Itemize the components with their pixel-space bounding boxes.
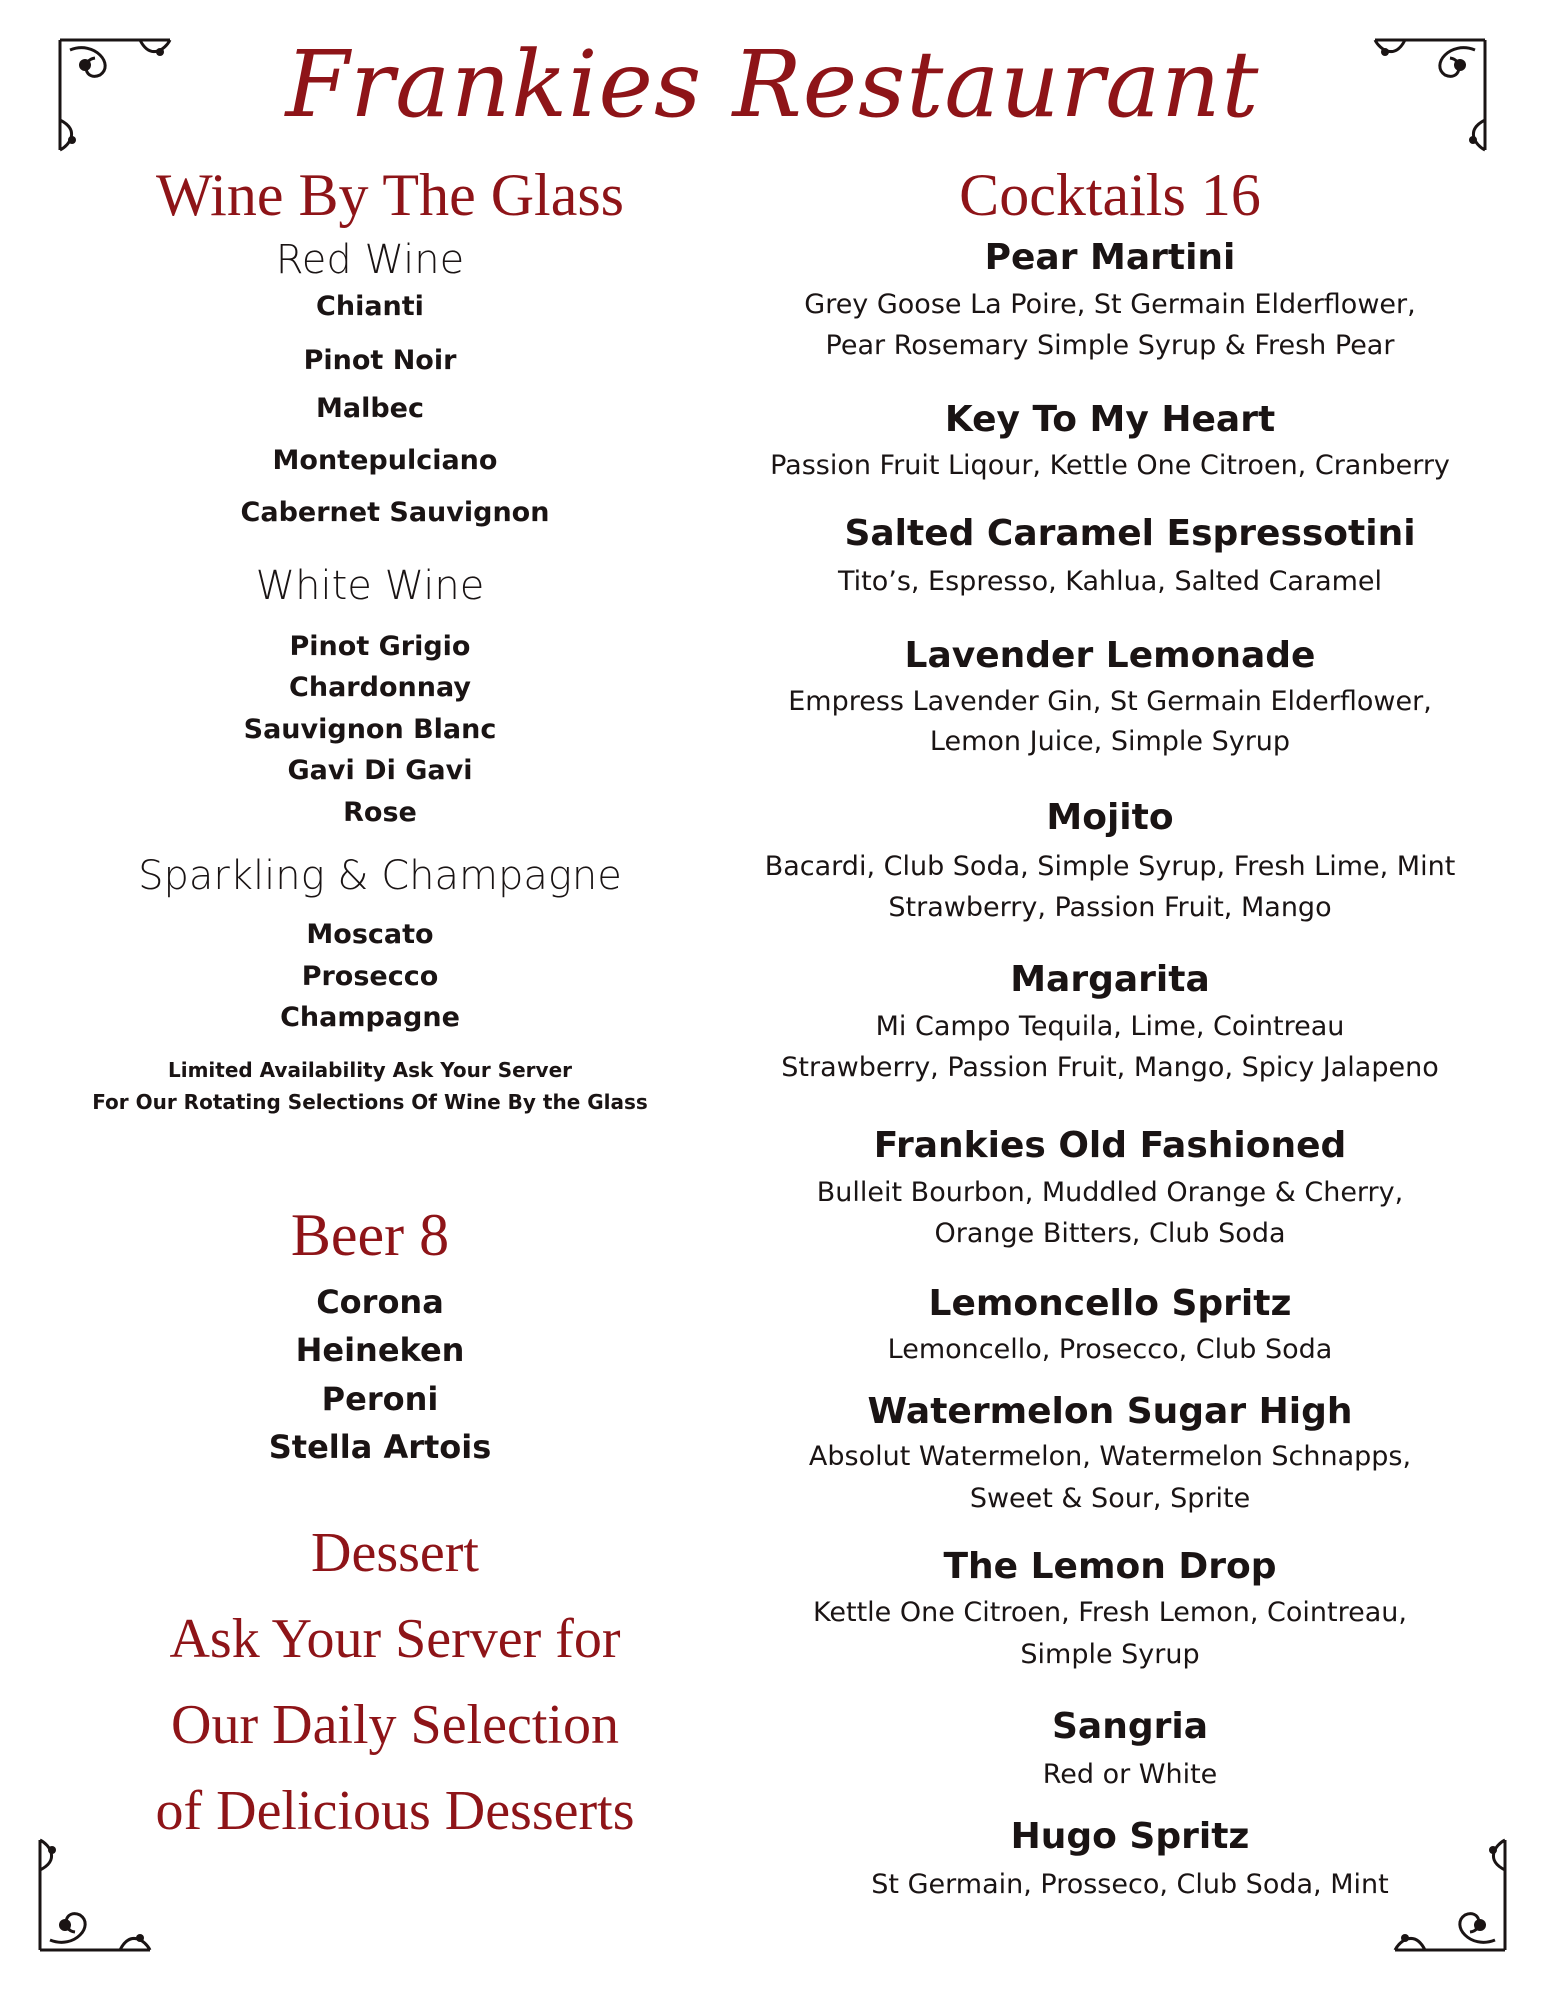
- cocktail-name: Salted Caramel Espressotini: [844, 513, 1416, 554]
- beer-item: Heineken: [295, 1331, 465, 1369]
- cocktail-name: Key To My Heart: [944, 399, 1276, 440]
- wine-item: Moscato: [306, 919, 434, 950]
- beer-item: Corona: [316, 1283, 444, 1321]
- cocktail-desc: Lemon Juice, Simple Syrup: [929, 726, 1291, 757]
- wine-item: Montepulciano: [272, 445, 498, 476]
- cocktail-desc: Simple Syrup: [1020, 1639, 1200, 1670]
- wine-item: Sauvignon Blanc: [243, 714, 497, 745]
- cocktail-desc: Absolut Watermelon, Watermelon Schnapps,: [808, 1441, 1412, 1472]
- cocktail-name: The Lemon Drop: [943, 1546, 1277, 1587]
- white-wine-label: White Wine: [255, 563, 485, 609]
- wine-item: Gavi Di Gavi: [287, 755, 473, 786]
- cocktail-desc: Bulleit Bourbon, Muddled Orange & Cherry,: [816, 1177, 1404, 1208]
- wine-item: Pinot Grigio: [289, 631, 471, 662]
- wine-heading: Wine By The Glass: [155, 162, 625, 228]
- cocktail-name: Frankies Old Fashioned: [873, 1125, 1347, 1166]
- beer-heading: Beer 8: [290, 1202, 450, 1268]
- wine-item: Malbec: [316, 393, 424, 424]
- dessert-line: Our Daily Selection: [171, 1694, 619, 1756]
- cocktail-desc: Sweet & Sour, Sprite: [969, 1483, 1251, 1514]
- red-wine-label: Red Wine: [275, 237, 465, 283]
- cocktail-name: Lemoncello Spritz: [928, 1283, 1292, 1324]
- cocktail-name: Pear Martini: [984, 237, 1236, 278]
- cocktail-desc: Strawberry, Passion Fruit, Mango, Spicy Jalapeno: [781, 1052, 1439, 1083]
- cocktail-desc: Strawberry, Passion Fruit, Mango: [888, 892, 1332, 923]
- cocktail-desc: Tito’s, Espresso, Kahlua, Salted Caramel: [837, 566, 1383, 597]
- cocktail-desc: Mi Campo Tequila, Lime, Cointreau: [875, 1011, 1345, 1042]
- cocktail-name: Mojito: [1046, 797, 1174, 838]
- cocktail-desc: Pear Rosemary Simple Syrup & Fresh Pear: [825, 330, 1395, 361]
- wine-item: Champagne: [280, 1002, 460, 1033]
- wine-note: For Our Rotating Selections Of Wine By the Glass: [92, 1090, 648, 1114]
- dessert-line: of Delicious Desserts: [155, 1780, 635, 1842]
- wine-item: Rose: [343, 797, 417, 828]
- cocktail-name: Watermelon Sugar High: [867, 1391, 1353, 1432]
- cocktail-desc: Empress Lavender Gin, St Germain Elderflower,: [788, 686, 1432, 717]
- wine-item: Prosecco: [301, 961, 439, 992]
- page-title: Frankies Restaurant: [285, 31, 1260, 138]
- cocktail-desc: Lemoncello, Prosecco, Club Soda: [887, 1334, 1333, 1365]
- cocktail-desc: St Germain, Prosseco, Club Soda, Mint: [871, 1869, 1389, 1900]
- beer-item: Peroni: [321, 1380, 439, 1418]
- cocktail-name: Sangria: [1051, 1706, 1208, 1747]
- beer-item: Stella Artois: [268, 1428, 492, 1466]
- wine-item: Chianti: [316, 291, 424, 322]
- wine-item: Chardonnay: [289, 672, 471, 703]
- wine-item: Pinot Noir: [303, 345, 457, 376]
- dessert-line: Ask Your Server for: [169, 1608, 621, 1670]
- cocktail-name: Hugo Spritz: [1010, 1816, 1250, 1857]
- cocktail-desc: Red or White: [1042, 1759, 1218, 1790]
- dessert-heading: Dessert: [311, 1522, 479, 1584]
- sparkling-label: Sparkling & Champagne: [138, 853, 622, 899]
- cocktails-heading: Cocktails 16: [959, 162, 1261, 228]
- cocktail-desc: Grey Goose La Poire, St Germain Elderflower,: [804, 289, 1416, 320]
- cocktail-desc: Orange Bitters, Club Soda: [934, 1218, 1286, 1249]
- cocktail-desc: Bacardi, Club Soda, Simple Syrup, Fresh Lime, Mint: [764, 851, 1456, 882]
- wine-note: Limited Availability Ask Your Server: [167, 1058, 573, 1082]
- cocktail-name: Margarita: [1010, 959, 1210, 1000]
- cocktail-desc: Passion Fruit Liqour, Kettle One Citroen, Cranberry: [770, 450, 1450, 481]
- cocktail-name: Lavender Lemonade: [904, 635, 1316, 676]
- cocktail-desc: Kettle One Citroen, Fresh Lemon, Cointreau,: [813, 1597, 1407, 1628]
- wine-item: Cabernet Sauvignon: [240, 497, 550, 528]
